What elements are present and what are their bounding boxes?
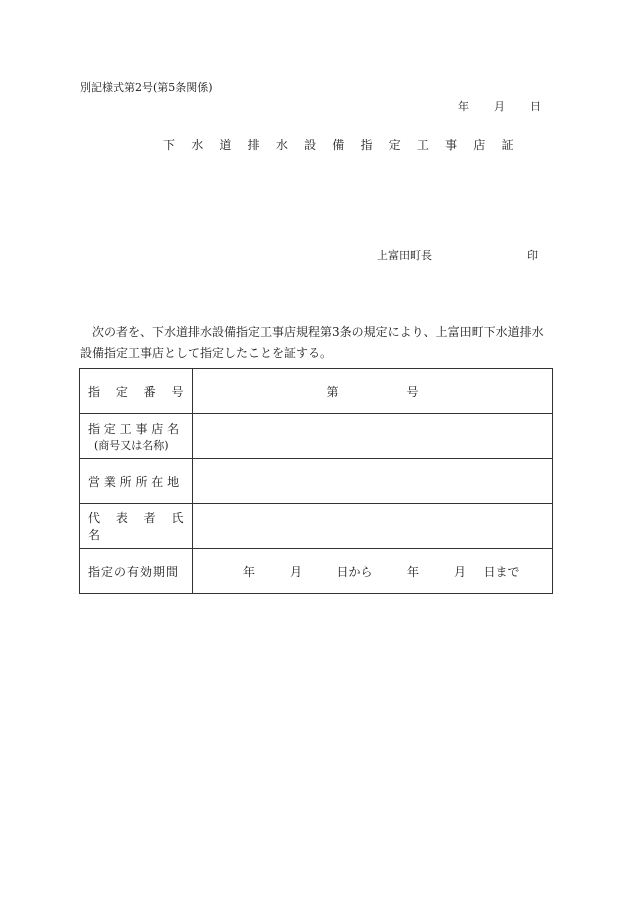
form-number-label: 別記様式第2号(第5条関係) [80, 81, 213, 94]
row-label-text: 営 業 所 所 在 地 [88, 474, 180, 489]
row-label-text: 指 定 番 号 [88, 384, 190, 399]
certification-text: 次の者を、下水道排水設備指定工事店規程第3条の規定により、上富田町下水道排水設備指定工事店として指定したことを証する。 [80, 325, 544, 360]
date-month-label: 月 [494, 100, 505, 113]
row-label-text: 指定の有効期間 [88, 564, 180, 579]
date-day-label: 日 [530, 100, 541, 113]
period-month-2: 月 [453, 564, 466, 579]
issue-date [458, 100, 541, 114]
row-label-text: 指 定 工 事 店 名 [88, 421, 180, 436]
issuer-line [377, 249, 538, 263]
date-year-label: 年 [458, 100, 469, 113]
table-row [80, 504, 553, 549]
issuer-name: 上富田町長 [377, 249, 432, 262]
row-label-validity-period [80, 549, 193, 594]
table-row [80, 414, 553, 459]
seal-mark: 印 [527, 249, 538, 262]
certificate-table [79, 368, 553, 594]
office-address-field [193, 459, 553, 504]
period-day-until: 日まで [483, 564, 520, 579]
number-suffix: 号 [406, 384, 419, 399]
row-label-representative [80, 504, 193, 549]
certification-statement [80, 322, 555, 364]
row-label-text: 代 表 者 氏 名 [88, 511, 190, 542]
representative-field [193, 504, 553, 549]
period-day-from: 日から [336, 564, 373, 579]
table-row [80, 549, 553, 594]
period-year-2: 年 [406, 564, 419, 579]
row-label-designation-number [80, 369, 193, 414]
row-sublabel-text: (商号又は名称) [94, 438, 169, 452]
row-label-contractor-name [80, 414, 193, 459]
designation-number-field [193, 369, 553, 414]
document-title: 下 水 道 排 水 設 備 指 定 工 事 店 証 [163, 138, 520, 152]
contractor-name-field [193, 414, 553, 459]
period-month-1: 月 [289, 564, 302, 579]
table-row [80, 459, 553, 504]
validity-period-field [193, 549, 553, 594]
table-row [80, 369, 553, 414]
period-year-1: 年 [242, 564, 255, 579]
row-label-office-address [80, 459, 193, 504]
number-prefix: 第 [326, 384, 339, 399]
